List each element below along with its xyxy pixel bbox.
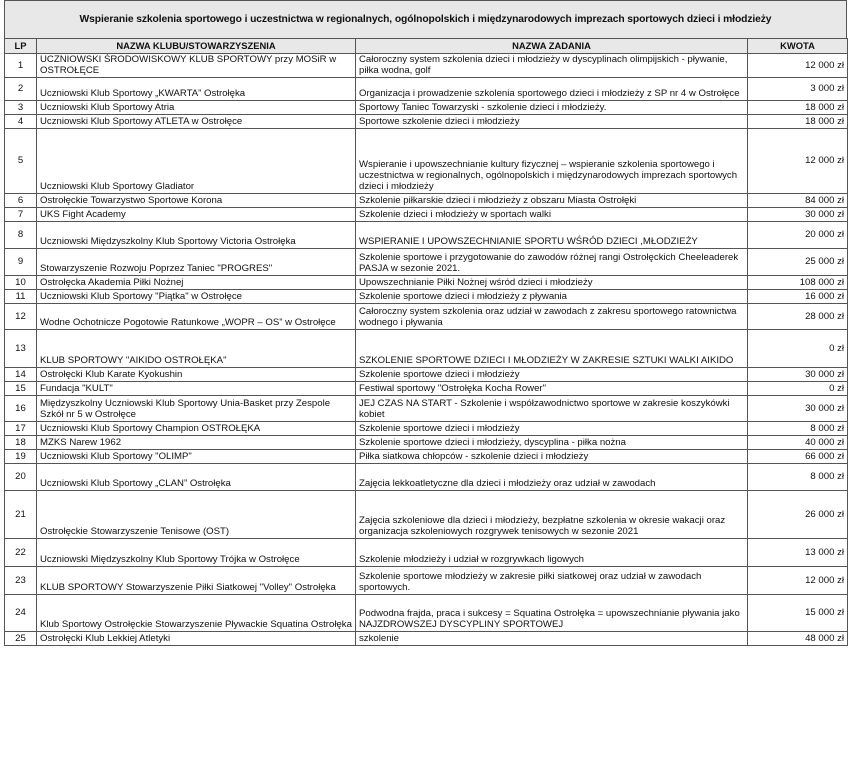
table-row — [5, 248, 848, 275]
club-name: Ostrołęcki Klub Karate Kyokushin — [37, 367, 356, 381]
row-lp: 12 — [5, 303, 37, 329]
table-row — [5, 381, 848, 395]
row-lp: 19 — [5, 449, 37, 463]
club-name: UKS Fight Academy — [37, 207, 356, 221]
header-name: NAZWA KLUBU/STOWARZYSZENIA — [37, 39, 356, 54]
amount: 20 000 zł — [748, 221, 848, 248]
task-name: Szkolenie sportowe dzieci i młodzieży — [356, 367, 748, 381]
amount: 0 zł — [748, 329, 848, 367]
table-row — [5, 54, 848, 78]
club-name: Uczniowski Klub Sportowy "Piątka" w Ostrołęce — [37, 289, 356, 303]
document-title: Wspieranie szkolenia sportowego i uczestnictwa w regionalnych, ogólnopolskich i międzynarodowych imprezach sportowych dzieci i młodzieży — [4, 0, 847, 38]
row-lp: 10 — [5, 275, 37, 289]
row-lp: 22 — [5, 538, 37, 566]
club-name: Ostrołęckie Stowarzyszenie Tenisowe (OST) — [37, 490, 356, 538]
amount: 30 000 zł — [748, 367, 848, 381]
task-name: Szkolenie sportowe dzieci i młodzieży — [356, 421, 748, 435]
table-row — [5, 275, 848, 289]
row-lp: 20 — [5, 463, 37, 490]
task-name: Całoroczny system szkolenia dzieci i młodzieży w dyscyplinach olimpijskich - pływanie, piłka wodna, golf — [356, 54, 748, 78]
row-lp: 16 — [5, 395, 37, 421]
task-name: Szkolenie piłkarskie dzieci i młodzieży z obszaru Miasta Ostrołęki — [356, 193, 748, 207]
row-lp: 9 — [5, 248, 37, 275]
table-row — [5, 490, 848, 538]
table-row — [5, 114, 848, 128]
task-name: WSPIERANIE I UPOWSZECHNIANIE SPORTU WŚRÓD DZIECI ,MŁODZIEŻY — [356, 221, 748, 248]
task-name: Szkolenie młodzieży i udział w rozgrywkach ligowych — [356, 538, 748, 566]
table-row — [5, 449, 848, 463]
club-name: Ostrołęcka Akademia Piłki Nożnej — [37, 275, 356, 289]
document-sheet — [4, 0, 847, 646]
amount: 18 000 zł — [748, 100, 848, 114]
row-lp: 11 — [5, 289, 37, 303]
row-lp: 21 — [5, 490, 37, 538]
table-row — [5, 594, 848, 631]
task-name: Całoroczny system szkolenia oraz udział w zawodach z zakresu sportowego ratownictwa wodnego i pływania — [356, 303, 748, 329]
header-lp: LP — [5, 39, 37, 54]
amount: 8 000 zł — [748, 421, 848, 435]
club-name: Uczniowski Klub Sportowy Atria — [37, 100, 356, 114]
amount: 12 000 zł — [748, 54, 848, 78]
amount: 18 000 zł — [748, 114, 848, 128]
row-lp: 6 — [5, 193, 37, 207]
amount: 25 000 zł — [748, 248, 848, 275]
amount: 28 000 zł — [748, 303, 848, 329]
task-name: Szkolenie sportowe i przygotowanie do zawodów różnej rangi Ostrołęckich Cheeleaderek PASJA w sezonie 2021. — [356, 248, 748, 275]
task-name: SZKOLENIE SPORTOWE DZIECI I MŁODZIEŻY W ZAKRESIE SZTUKI WALKI AIKIDO — [356, 329, 748, 367]
row-lp: 1 — [5, 54, 37, 78]
row-lp: 24 — [5, 594, 37, 631]
club-name: Klub Sportowy Ostrołęckie Stowarzyszenie Pływackie Squatina Ostrołęka — [37, 594, 356, 631]
club-name: Fundacja "KULT" — [37, 381, 356, 395]
header-amount: KWOTA — [748, 39, 848, 54]
club-name: Uczniowski Klub Sportowy "OLIMP" — [37, 449, 356, 463]
task-name: Festiwal sportowy "Ostrołęka Kocha Rower" — [356, 381, 748, 395]
task-name: Piłka siatkowa chłopców - szkolenie dzieci i młodzieży — [356, 449, 748, 463]
club-name: Ostrołęckie Towarzystwo Sportowe Korona — [37, 193, 356, 207]
amount: 12 000 zł — [748, 566, 848, 594]
club-name: KLUB SPORTOWY "AIKIDO OSTROŁĘKA" — [37, 329, 356, 367]
row-lp: 4 — [5, 114, 37, 128]
table-row — [5, 367, 848, 381]
amount: 30 000 zł — [748, 207, 848, 221]
table-row — [5, 207, 848, 221]
amount: 3 000 zł — [748, 77, 848, 100]
task-name: Sportowy Taniec Towarzyski - szkolenie dzieci i młodzieży. — [356, 100, 748, 114]
table-row — [5, 566, 848, 594]
task-name: Sportowe szkolenie dzieci i młodzieży — [356, 114, 748, 128]
club-name: Uczniowski Międzyszkolny Klub Sportowy Victoria Ostrołęka — [37, 221, 356, 248]
row-lp: 18 — [5, 435, 37, 449]
task-name: Szkolenie sportowe młodzieży w zakresie piłki siatkowej oraz udział w zawodach sportowych. — [356, 566, 748, 594]
table-row — [5, 395, 848, 421]
amount: 26 000 zł — [748, 490, 848, 538]
header-task: NAZWA ZADANIA — [356, 39, 748, 54]
club-name: Stowarzyszenie Rozwoju Poprzez Taniec "PROGRES" — [37, 248, 356, 275]
amount: 12 000 zł — [748, 128, 848, 193]
row-lp: 25 — [5, 631, 37, 645]
club-name: MZKS Narew 1962 — [37, 435, 356, 449]
row-lp: 8 — [5, 221, 37, 248]
amount: 66 000 zł — [748, 449, 848, 463]
task-name: Organizacja i prowadzenie szkolenia sportowego dzieci i młodzieży z SP nr 4 w Ostrołęce — [356, 77, 748, 100]
club-name: Uczniowski Klub Sportowy Gladiator — [37, 128, 356, 193]
club-name: Uczniowski Klub Sportowy ATLETA w Ostrołęce — [37, 114, 356, 128]
amount: 40 000 zł — [748, 435, 848, 449]
amount: 48 000 zł — [748, 631, 848, 645]
club-name: Międzyszkolny Uczniowski Klub Sportowy Unia-Basket przy Zespole Szkół nr 5 w Ostrołęce — [37, 395, 356, 421]
club-name: Wodne Ochotnicze Pogotowie Ratunkowe „WOPR – OS” w Ostrołęce — [37, 303, 356, 329]
table-header-row — [5, 39, 848, 54]
table-row — [5, 100, 848, 114]
club-name: UCZNIOWSKI ŚRODOWISKOWY KLUB SPORTOWY przy MOSiR w OSTROŁĘCE — [37, 54, 356, 78]
row-lp: 2 — [5, 77, 37, 100]
task-name: Zajęcia szkoleniowe dla dzieci i młodzieży, bezpłatne szkolenia w okresie wakacji oraz organizacja szkoleniowych rozgrywek tenisowych w sezonie 2021 — [356, 490, 748, 538]
task-name: Wspieranie i upowszechnianie kultury fizycznej – wspieranie szkolenia sportowego i uczestnictwa w regionalnych, ogólnopolskich i międzynarodowych imprezach sportowych dzieci i młodzieży — [356, 128, 748, 193]
row-lp: 5 — [5, 128, 37, 193]
table-row — [5, 329, 848, 367]
club-name: Ostrołęcki Klub Lekkiej Atletyki — [37, 631, 356, 645]
task-name: Szkolenie sportowe dzieci i młodzieży z pływania — [356, 289, 748, 303]
amount: 8 000 zł — [748, 463, 848, 490]
amount: 13 000 zł — [748, 538, 848, 566]
amount: 108 000 zł — [748, 275, 848, 289]
amount: 30 000 zł — [748, 395, 848, 421]
row-lp: 7 — [5, 207, 37, 221]
row-lp: 13 — [5, 329, 37, 367]
table-row — [5, 631, 848, 645]
row-lp: 3 — [5, 100, 37, 114]
table-row — [5, 538, 848, 566]
task-name: szkolenie — [356, 631, 748, 645]
task-name: Szkolenie dzieci i młodzieży w sportach walki — [356, 207, 748, 221]
table-row — [5, 193, 848, 207]
table-row — [5, 221, 848, 248]
club-name: Uczniowski Klub Sportowy „CLAN” Ostrołęka — [37, 463, 356, 490]
task-name: JEJ CZAS NA START - Szkolenie i współzawodnictwo sportowe w zakresie koszykówki kobiet — [356, 395, 748, 421]
task-name: Podwodna frajda, praca i sukcesy = Squatina Ostrołęka = upowszechnianie pływania jako NAJZDROWSZEJ DYSCYPLINY SPORTOWEJ — [356, 594, 748, 631]
table-row — [5, 303, 848, 329]
amount: 0 zł — [748, 381, 848, 395]
table-row — [5, 463, 848, 490]
row-lp: 23 — [5, 566, 37, 594]
amount: 84 000 zł — [748, 193, 848, 207]
table-row — [5, 77, 848, 100]
amount: 16 000 zł — [748, 289, 848, 303]
task-name: Upowszechnianie Piłki Nożnej wśród dzieci i młodzieży — [356, 275, 748, 289]
club-name: Uczniowski Klub Sportowy „KWARTA” Ostrołęka — [37, 77, 356, 100]
row-lp: 14 — [5, 367, 37, 381]
row-lp: 17 — [5, 421, 37, 435]
grants-table — [4, 38, 848, 646]
task-name: Zajęcia lekkoatletyczne dla dzieci i młodzieży oraz udział w zawodach — [356, 463, 748, 490]
table-row — [5, 435, 848, 449]
club-name: Uczniowski Klub Sportowy Champion OSTROŁĘKA — [37, 421, 356, 435]
task-name: Szkolenie sportowe dzieci i młodzieży, dyscyplina - piłka nożna — [356, 435, 748, 449]
table-row — [5, 128, 848, 193]
table-row — [5, 421, 848, 435]
club-name: KLUB SPORTOWY Stowarzyszenie Piłki Siatkowej "Volley" Ostrołęka — [37, 566, 356, 594]
table-row — [5, 289, 848, 303]
amount: 15 000 zł — [748, 594, 848, 631]
row-lp: 15 — [5, 381, 37, 395]
club-name: Uczniowski Międzyszkolny Klub Sportowy Trójka w Ostrołęce — [37, 538, 356, 566]
